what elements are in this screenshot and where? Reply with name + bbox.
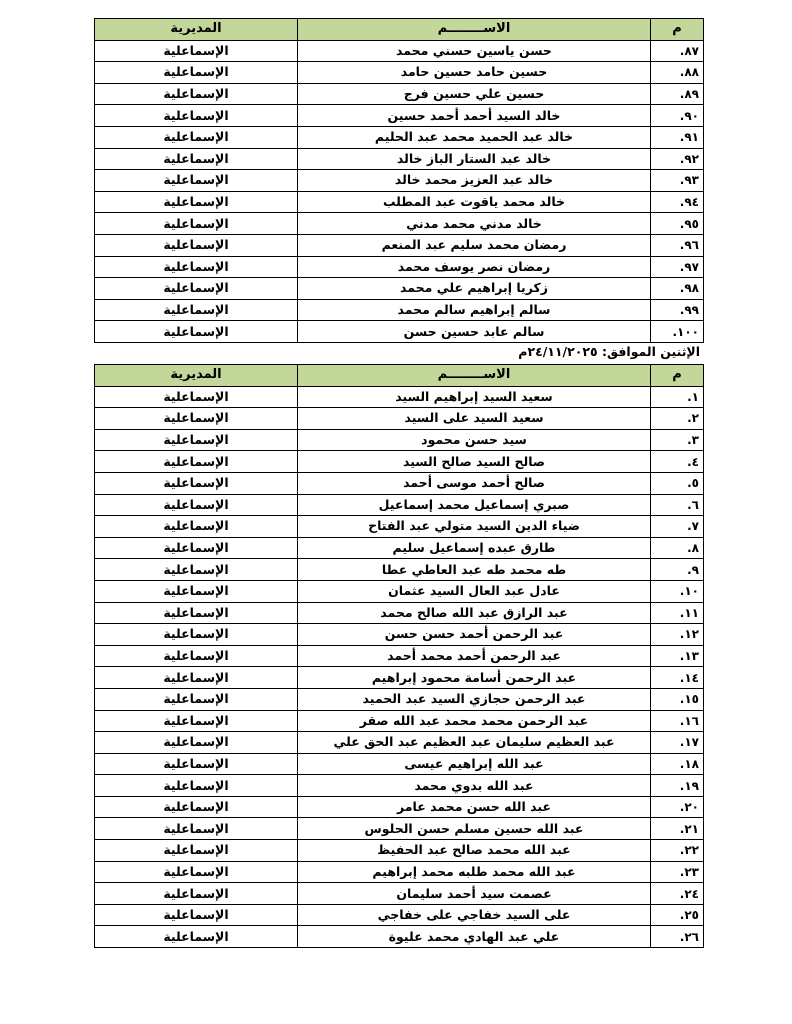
row-number: ١٠. (651, 580, 704, 602)
row-number: ١٠٠. (651, 321, 704, 343)
header-directorate: المديرية (95, 19, 298, 41)
table-row (95, 191, 704, 213)
row-number: ٣. (651, 429, 704, 451)
row-number: ٤. (651, 451, 704, 473)
table-row (95, 559, 704, 581)
row-number: ١٧. (651, 732, 704, 754)
row-number: ٩٥. (651, 213, 704, 235)
row-directorate: الإسماعلية (95, 818, 298, 840)
table-row (95, 775, 704, 797)
row-directorate: الإسماعلية (95, 408, 298, 430)
header-name: الاســــــــم (298, 19, 651, 41)
row-directorate: الإسماعلية (95, 645, 298, 667)
table-row (95, 537, 704, 559)
table-row (95, 688, 704, 710)
header-num: م (651, 19, 704, 41)
row-name: سالم عابد حسين حسن (298, 321, 651, 343)
row-directorate: الإسماعلية (95, 386, 298, 408)
row-number: ٩٩. (651, 299, 704, 321)
row-number: ٩٢. (651, 148, 704, 170)
row-number: ١. (651, 386, 704, 408)
row-name: عبد الله حسن محمد عامر (298, 796, 651, 818)
table-row (95, 408, 704, 430)
row-name: رمضان محمد سليم عبد المنعم (298, 234, 651, 256)
table-row (95, 710, 704, 732)
row-directorate: الإسماعلية (95, 105, 298, 127)
table-row (95, 753, 704, 775)
table-row (95, 926, 704, 948)
row-directorate: الإسماعلية (95, 256, 298, 278)
table-row (95, 732, 704, 754)
row-number: ٢١. (651, 818, 704, 840)
table-row (95, 170, 704, 192)
row-directorate: الإسماعلية (95, 753, 298, 775)
row-number: ٢٣. (651, 861, 704, 883)
row-number: ٢٠. (651, 796, 704, 818)
table-row (95, 472, 704, 494)
date-line: الإثنين الموافق: ٢٤/١١/٢٠٢٥م (518, 344, 700, 359)
row-directorate: الإسماعلية (95, 775, 298, 797)
row-number: ٩٠. (651, 105, 704, 127)
row-number: ١٨. (651, 753, 704, 775)
row-name: عبد الله إبراهيم عيسى (298, 753, 651, 775)
row-number: ١٤. (651, 667, 704, 689)
row-directorate: الإسماعلية (95, 494, 298, 516)
table-row (95, 818, 704, 840)
table-row (95, 602, 704, 624)
row-name: ضياء الدين السيد متولي عبد الفتاح (298, 516, 651, 538)
row-name: عبد الرحمن محمد محمد عبد الله صقر (298, 710, 651, 732)
row-directorate: الإسماعلية (95, 710, 298, 732)
row-directorate: الإسماعلية (95, 516, 298, 538)
table-row (95, 278, 704, 300)
table-header-row (95, 365, 704, 387)
table-row (95, 83, 704, 105)
row-directorate: الإسماعلية (95, 451, 298, 473)
row-number: ٩. (651, 559, 704, 581)
header-directorate: المديرية (95, 365, 298, 387)
row-name: عبد الله محمد صالح عبد الحفيظ (298, 840, 651, 862)
row-name: على السيد خفاجي على خفاجي (298, 904, 651, 926)
row-name: صبري إسماعيل محمد إسماعيل (298, 494, 651, 516)
row-name: عصمت سيد أحمد سليمان (298, 883, 651, 905)
table-row (95, 494, 704, 516)
row-number: ٢٥. (651, 904, 704, 926)
row-directorate: الإسماعلية (95, 602, 298, 624)
row-number: ٨٨. (651, 62, 704, 84)
row-directorate: الإسماعلية (95, 926, 298, 948)
header-name: الاســــــــم (298, 365, 651, 387)
row-name: رمضان نصر يوسف محمد (298, 256, 651, 278)
row-directorate: الإسماعلية (95, 429, 298, 451)
row-number: ٨٧. (651, 40, 704, 62)
table-row (95, 429, 704, 451)
table-row (95, 516, 704, 538)
row-name: عبد العظيم سليمان عبد العظيم عبد الحق علي (298, 732, 651, 754)
row-name: حسن ياسين حسني محمد (298, 40, 651, 62)
table-row (95, 904, 704, 926)
row-directorate: الإسماعلية (95, 299, 298, 321)
table-row (95, 796, 704, 818)
row-number: ٢٦. (651, 926, 704, 948)
row-directorate: الإسماعلية (95, 321, 298, 343)
table-row (95, 126, 704, 148)
table-row (95, 580, 704, 602)
table-row (95, 62, 704, 84)
row-name: خالد عبد الستار الباز خالد (298, 148, 651, 170)
row-name: خالد عبد العزيز محمد خالد (298, 170, 651, 192)
row-name: خالد محمد ياقوت عبد المطلب (298, 191, 651, 213)
header-num: م (651, 365, 704, 387)
table-row (95, 861, 704, 883)
row-name: عبد الله بدوي محمد (298, 775, 651, 797)
row-number: ١٥. (651, 688, 704, 710)
table-row (95, 105, 704, 127)
row-name: سالم إبراهيم سالم محمد (298, 299, 651, 321)
table-row (95, 883, 704, 905)
row-number: ٢٤. (651, 883, 704, 905)
table-row (95, 840, 704, 862)
table-row (95, 667, 704, 689)
row-number: ٩١. (651, 126, 704, 148)
row-directorate: الإسماعلية (95, 667, 298, 689)
row-directorate: الإسماعلية (95, 83, 298, 105)
row-name: سعيد السيد إبراهيم السيد (298, 386, 651, 408)
roster-table-1 (94, 18, 704, 343)
row-name: علي عبد الهادي محمد عليوة (298, 926, 651, 948)
row-number: ٦. (651, 494, 704, 516)
row-directorate: الإسماعلية (95, 883, 298, 905)
row-name: طارق عبده إسماعيل سليم (298, 537, 651, 559)
table-row (95, 234, 704, 256)
row-name: طه محمد طه عبد العاطي عطا (298, 559, 651, 581)
row-number: ١٢. (651, 624, 704, 646)
row-number: ٥. (651, 472, 704, 494)
table-header-row (95, 19, 704, 41)
row-name: خالد عبد الحميد محمد عبد الحليم (298, 126, 651, 148)
row-number: ٩٦. (651, 234, 704, 256)
table-row (95, 386, 704, 408)
row-directorate: الإسماعلية (95, 537, 298, 559)
row-name: سعيد السيد على السيد (298, 408, 651, 430)
row-number: ٨. (651, 537, 704, 559)
row-number: ٢٢. (651, 840, 704, 862)
row-directorate: الإسماعلية (95, 191, 298, 213)
row-directorate: الإسماعلية (95, 688, 298, 710)
row-name: عبد الرحمن أحمد محمد أحمد (298, 645, 651, 667)
row-name: عبد الرحمن أسامة محمود إبراهيم (298, 667, 651, 689)
roster-table-2 (94, 364, 704, 948)
row-directorate: الإسماعلية (95, 170, 298, 192)
row-number: ٧. (651, 516, 704, 538)
row-name: حسين حامد حسين حامد (298, 62, 651, 84)
table-row (95, 40, 704, 62)
row-number: ١٩. (651, 775, 704, 797)
row-number: ٩٣. (651, 170, 704, 192)
row-number: ٩٨. (651, 278, 704, 300)
row-directorate: الإسماعلية (95, 861, 298, 883)
row-name: عادل عبد العال السيد عثمان (298, 580, 651, 602)
row-directorate: الإسماعلية (95, 40, 298, 62)
row-name: صالح السيد صالح السيد (298, 451, 651, 473)
row-directorate: الإسماعلية (95, 840, 298, 862)
row-name: صالح أحمد موسى أحمد (298, 472, 651, 494)
row-directorate: الإسماعلية (95, 62, 298, 84)
row-directorate: الإسماعلية (95, 126, 298, 148)
row-directorate: الإسماعلية (95, 559, 298, 581)
row-directorate: الإسماعلية (95, 213, 298, 235)
row-name: عبد الله حسين مسلم حسن الحلوس (298, 818, 651, 840)
row-directorate: الإسماعلية (95, 796, 298, 818)
table-row (95, 451, 704, 473)
row-number: ٢. (651, 408, 704, 430)
row-name: سيد حسن محمود (298, 429, 651, 451)
table-row (95, 645, 704, 667)
row-directorate: الإسماعلية (95, 624, 298, 646)
row-number: ٨٩. (651, 83, 704, 105)
row-number: ١٣. (651, 645, 704, 667)
row-name: خالد مدني محمد مدني (298, 213, 651, 235)
row-number: ٩٧. (651, 256, 704, 278)
table-row (95, 624, 704, 646)
table-row (95, 256, 704, 278)
row-directorate: الإسماعلية (95, 904, 298, 926)
row-name: عبد الرحمن أحمد حسن حسن (298, 624, 651, 646)
table-row (95, 213, 704, 235)
row-name: حسين علي حسين فرج (298, 83, 651, 105)
row-number: ١١. (651, 602, 704, 624)
row-name: عبد الله محمد طلبه محمد إبراهيم (298, 861, 651, 883)
table-row (95, 321, 704, 343)
row-name: خالد السيد أحمد أحمد حسين (298, 105, 651, 127)
row-name: عبد الرحمن حجازي السيد عبد الحميد (298, 688, 651, 710)
row-directorate: الإسماعلية (95, 580, 298, 602)
row-directorate: الإسماعلية (95, 278, 298, 300)
row-directorate: الإسماعلية (95, 732, 298, 754)
row-directorate: الإسماعلية (95, 148, 298, 170)
table-row (95, 299, 704, 321)
table-row (95, 148, 704, 170)
row-name: زكريا إبراهيم علي محمد (298, 278, 651, 300)
row-number: ١٦. (651, 710, 704, 732)
row-directorate: الإسماعلية (95, 472, 298, 494)
row-number: ٩٤. (651, 191, 704, 213)
row-directorate: الإسماعلية (95, 234, 298, 256)
row-name: عبد الرازق عبد الله صالح محمد (298, 602, 651, 624)
